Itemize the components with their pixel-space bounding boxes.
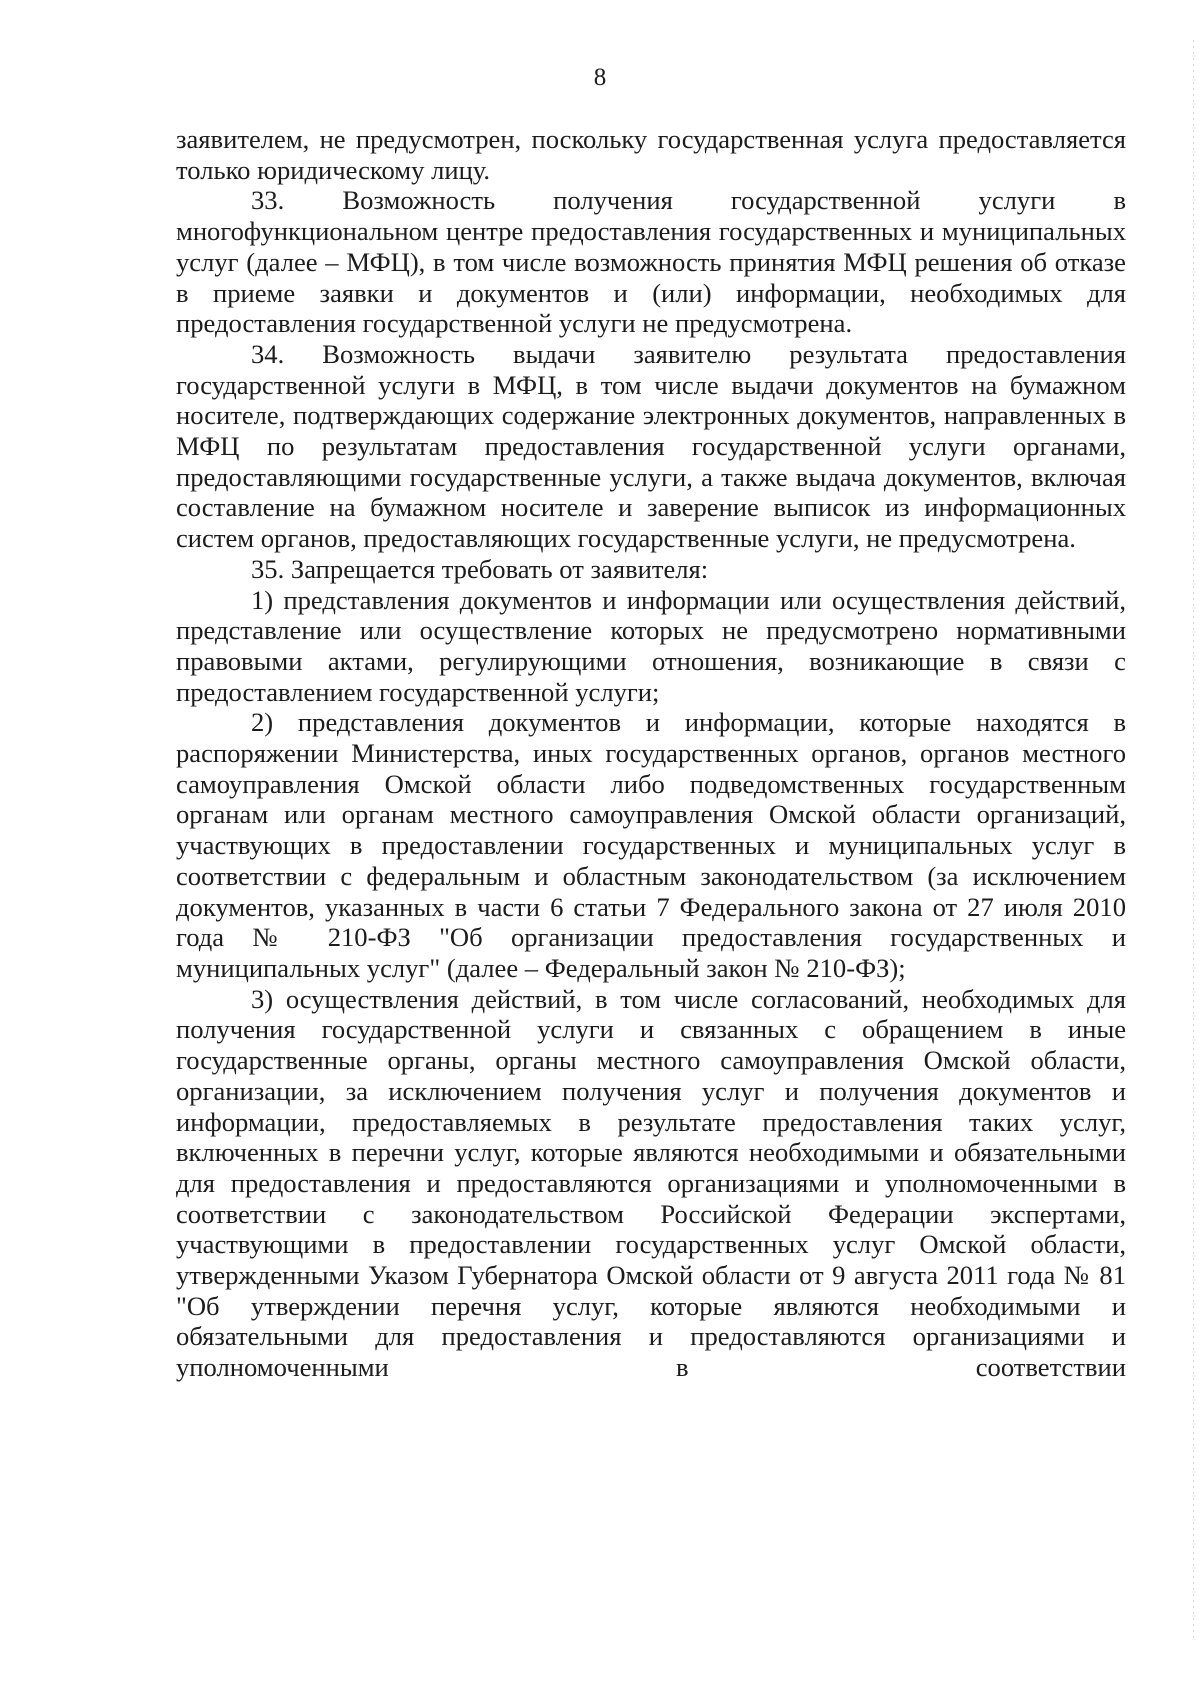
paragraph-34: 34. Возможность выдачи заявителю результата предоставления государственной услуги в МФЦ, в том числе выдачи документов на бумажном носителе, подтверждающих содержание электронных документов, направленных в МФЦ по результатам предоставления государственной услуги органами, предоставляющими государственные услуги, а также выдача документов, включая составление на бумажном носителе и заверение выписок из информационных систем органов, предоставляющих государственные услуги, не предусмотрена. [176,338,1126,554]
page-number: 8 [593,64,607,91]
scan-edge-mark [1193,40,1194,1640]
paragraph-35-item-3: 3) осуществления действий, в том числе согласований, необходимых для получения государственной услуги и связанных с обращением в иные государственные органы, органы местного самоуправления Омской области, организации, за исключением получения услуг и получения документов и информации, предоставляемых в результате предоставления таких услуг, включенных в перечни услуг, которые являются необходимыми и обязательными для предоставления и предоставляются организациями и уполномоченными в соответствии с законодательством Российской Федерации экспертами, участвующими в предоставлении государственных услуг Омской области, утвержденными Указом Губернатора Омской области от 9 августа 2011 года № 81 "Об утверждении перечня услуг, которые являются необходимыми и обязательными для предоставления и предоставляются организациями и уполномоченными в соответствии [176,983,1126,1383]
paragraph-35-item-2: 2) представления документов и информации, которые находятся в распоряжении Министерства, иных государственных органов, органов местного самоуправления Омской области либо подведомственных государственным органам или органам местного самоуправления Омской области организаций, участвующих в предоставлении государственных и муниципальных услуг в соответствии с федеральным и областным законодательством (за исключением документов, указанных в части 6 статьи 7 Федерального закона от 27 июля 2010 года № 210-ФЗ "Об организации предоставления государственных и муниципальных услуг" (далее – Федеральный закон № 210-ФЗ); [176,707,1126,983]
paragraph-continuation: заявителем, не предусмотрен, поскольку государственная услуга предоставляется только юридическому лицу. [176,124,1126,185]
document-body [176,124,1126,1383]
paragraph-33: 33. Возможность получения государственной услуги в многофункциональном центре предоставления государственных и муниципальных услуг (далее – МФЦ), в том числе возможность принятия МФЦ решения об отказе в приеме заявки и документов и (или) информации, необходимых для предоставления государственной услуги не предусмотрена. [176,185,1126,339]
paragraph-35-item-1: 1) представления документов и информации или осуществления действий, представление или осуществление которых не предусмотрено нормативными правовыми актами, регулирующими отношения, возникающие в связи с предоставлением государственной услуги; [176,584,1126,707]
paragraph-35: 35. Запрещается требовать от заявителя: [251,553,709,584]
